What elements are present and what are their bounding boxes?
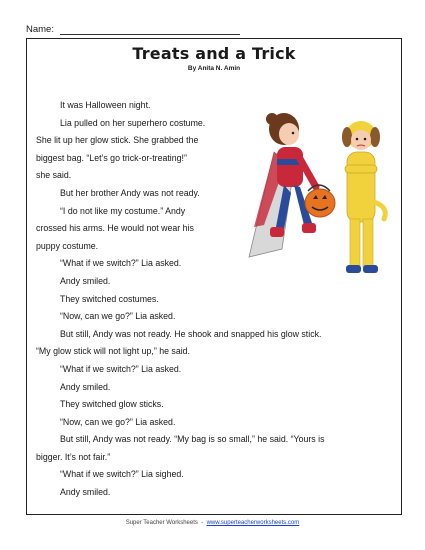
story-line: biggest bag. “Let’s go trick-or-treating!” (36, 152, 187, 163)
name-blank-line[interactable] (60, 24, 240, 35)
story-text (36, 97, 396, 502)
worksheet-byline: By Anita N. Amin (187, 65, 241, 72)
story-line: They switched costumes. (60, 293, 159, 304)
story-line: bigger. It’s not fair.” (36, 451, 111, 462)
name-field-row (26, 24, 240, 35)
footer-brand: Super Teacher Worksheets (125, 520, 198, 526)
worksheet-title: Treats and a Trick (132, 44, 296, 63)
story-line: They switched glow sticks. (60, 399, 164, 410)
story-line: crossed his arms. He would not wear his (36, 223, 194, 234)
story-line: “What if we switch?” Lia sighed. (60, 469, 184, 480)
worksheet-frame (26, 38, 402, 515)
story-line: But her brother Andy was not ready. (60, 187, 200, 198)
story-line: “I do not like my costume.” Andy (60, 205, 186, 216)
story-line: “What if we switch?” Lia asked. (60, 258, 182, 269)
story-line: Andy smiled. (60, 381, 111, 392)
story-line: Andy smiled. (60, 487, 111, 498)
story-line: She lit up her glow stick. She grabbed the (36, 135, 199, 146)
story-line: It was Halloween night. (60, 100, 151, 110)
story-line: “My glow stick will not light up,” he said. (36, 346, 191, 357)
footer-url-link[interactable]: www.superteacherworksheets.com (206, 520, 300, 526)
story-line: “Now, can we go?” Lia asked. (60, 311, 176, 322)
story-line: “Now, can we go?” Lia asked. (60, 416, 176, 427)
footer-separator: - (201, 520, 204, 526)
story-line: Andy smiled. (60, 275, 111, 286)
story-line: But still, Andy was not ready. He shook and snapped his glow stick. (60, 328, 322, 339)
name-label: Name: (26, 24, 54, 35)
story-line: But still, Andy was not ready. “My bag is so small,” he said. “Yours is (60, 434, 325, 445)
story-line: she said. (36, 170, 72, 181)
story-line: puppy costume. (36, 240, 99, 251)
story-line: Lia pulled on her superhero costume. (60, 117, 206, 128)
story-line: “What if we switch?” Lia asked. (60, 363, 182, 374)
page-footer (0, 520, 425, 526)
